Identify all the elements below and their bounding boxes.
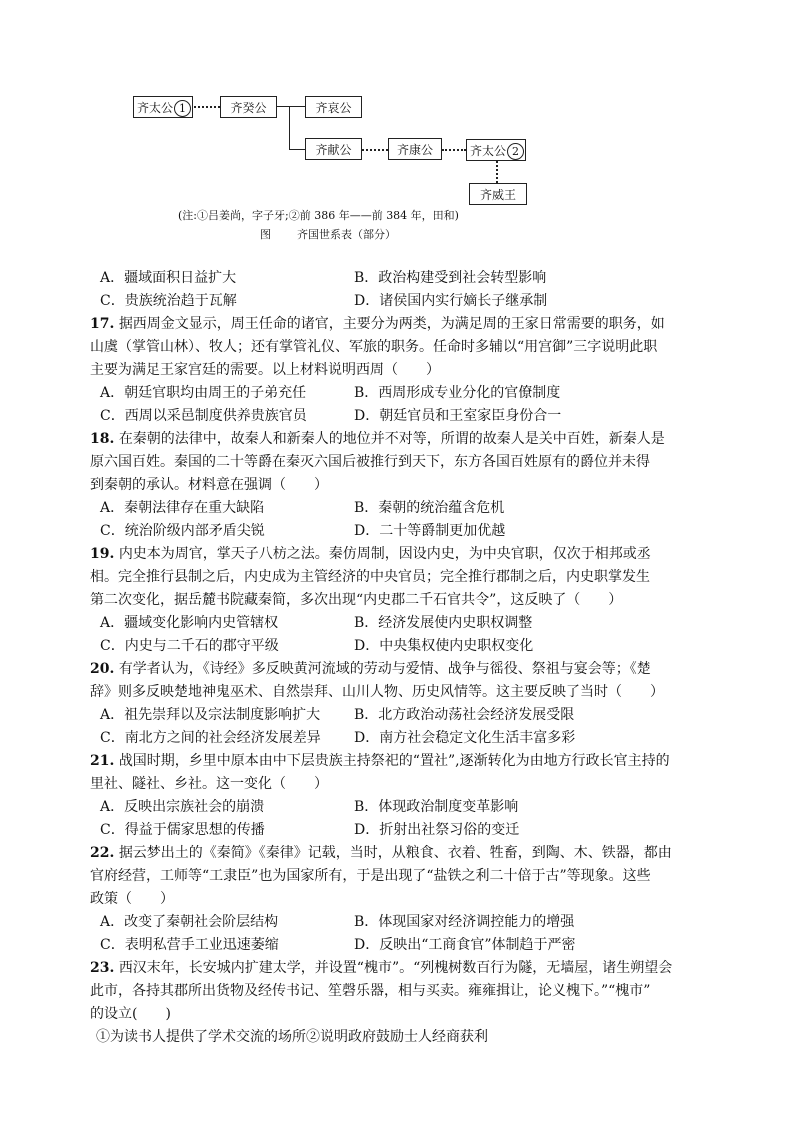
- node-qi-taigong-2: 齐太公 2: [466, 139, 526, 161]
- q16-option-c[interactable]: C．贵族统治趋于瓦解: [100, 293, 237, 309]
- q17-option-b[interactable]: B．西周形成专业分化的官僚制度: [354, 385, 561, 401]
- q20-number: 20.: [90, 661, 115, 677]
- q17-option-a[interactable]: A．朝廷官职均由周王的子弟充任: [100, 385, 307, 401]
- q18-stem: 18. 在秦朝的法律中，故秦人和新秦人的地位并不对等，所谓的故秦人是关中百姓，新秦人是: [90, 431, 665, 447]
- q23-stem-line3: 的设立( ): [90, 1006, 171, 1022]
- q18-option-a[interactable]: A．秦朝法律存在重大缺陷: [100, 500, 265, 516]
- q23-number: 23.: [90, 960, 115, 976]
- q17-option-d[interactable]: D．朝廷官员和王室家臣身份合一: [354, 408, 562, 424]
- q20-option-a[interactable]: A．祖先崇拜以及宗法制度影响扩大: [100, 707, 321, 723]
- q19-option-d[interactable]: D．中央集权使内史职权变化: [354, 638, 534, 654]
- q22-option-d[interactable]: D．反映出“工商食官”体制趋于严密: [354, 937, 576, 953]
- node-qi-taigong-1: 齐太公 1: [133, 96, 193, 118]
- q21-stem: 21. 战国时期，乡里中原本由中下层贵族主持祭祀的“置社”,逐渐转化为由地方行政长官主持的: [90, 753, 670, 769]
- q21-option-d[interactable]: D．折射出社祭习俗的变迁: [354, 822, 520, 838]
- dotted-connector: [362, 149, 388, 151]
- q19-stem-line2: 相。完全推行县制之后，内史成为主管经济的中央官员；完全推行郡制之后，内史职掌发生: [90, 569, 650, 585]
- dotted-connector: [442, 149, 466, 151]
- q21-option-a[interactable]: A．反映出宗族社会的崩溃: [100, 799, 265, 815]
- connector: [277, 106, 289, 107]
- q19-option-a[interactable]: A．疆域变化影响内史管辖权: [100, 615, 279, 631]
- q19-number: 19.: [90, 546, 115, 562]
- q16-option-a[interactable]: A．疆域面积日益扩大: [100, 270, 237, 286]
- node-qi-guigong: 齐癸公: [220, 96, 277, 118]
- q19-option-b[interactable]: B．经济发展使内史职权调整: [354, 615, 533, 631]
- node-qi-aigong: 齐哀公: [305, 96, 362, 118]
- q23-stem: 23. 西汉末年，长安城内扩建太学，并设置“槐市”。“列槐树数百行为隧，无墙屋，诸生朔望会: [90, 960, 673, 976]
- q19-stem: 19. 内史本为周官，掌天子八枋之法。秦仿周制，因设内史，为中央官职，仅次于相邦或丞: [90, 546, 651, 562]
- connector: [289, 149, 305, 150]
- q20-option-b[interactable]: B．北方政治动荡社会经济发展受限: [354, 707, 575, 723]
- connector: [289, 106, 290, 149]
- q17-stem-line2: 山虞（掌管山林）、牧人；还有掌管礼仪、军旅的职务。任命时多辅以“用宫御”三字说明此职: [90, 339, 658, 355]
- q20-stem-line2: 辞》则多反映楚地神鬼巫术、自然崇拜、山川人物、历史风情等。这主要反映了当时（ ）: [90, 684, 664, 700]
- diagram-caption: [260, 226, 396, 242]
- q17-option-c[interactable]: C．西周以采邑制度供养贵族官员: [100, 408, 307, 424]
- circled-mark-1: 1: [174, 100, 191, 117]
- q23-statements: ①为读书人提供了学术交流的场所②说明政府鼓励士人经商获利: [96, 1029, 488, 1045]
- node-qi-xiangong: 齐献公: [305, 138, 362, 160]
- node-qi-weiwang: 齐威王: [469, 183, 527, 205]
- q21-option-b[interactable]: B．体现政治制度变革影响: [354, 799, 519, 815]
- q17-stem: 17. 据西周金文显示，周王任命的诸官，主要分为两类，为满足周的王家日常需要的职务，如: [90, 316, 665, 332]
- q19-option-c[interactable]: C．内史与二千石的郡守平级: [100, 638, 279, 654]
- q16-option-b[interactable]: B．政治构建受到社会转型影响: [354, 270, 547, 286]
- q20-stem: 20. 有学者认为，《诗经》多反映黄河流域的劳动与爱情、战争与徭役、祭祖与宴会等；《楚: [90, 661, 651, 677]
- q18-option-d[interactable]: D．二十等爵制更加优越: [354, 523, 506, 539]
- q22-option-b[interactable]: B．体现国家对经济调控能力的增强: [354, 914, 575, 930]
- q18-option-c[interactable]: C．统治阶级内部矛盾尖锐: [100, 523, 265, 539]
- q22-stem: 22. 据云梦出土的《秦简》《秦律》记载，当时，从粮食、衣着、牲畜，到陶、木、铁器，都由: [90, 845, 672, 861]
- q21-stem-line2: 里社、隧社、乡社。这一变化（ ）: [90, 776, 328, 792]
- q22-number: 22.: [90, 845, 115, 861]
- q17-number: 17.: [90, 316, 115, 332]
- q17-stem-line3: 主要为满足王家宫廷的需要。以上材料说明西周（ ）: [90, 362, 440, 378]
- q16-option-d[interactable]: D．诸侯国内实行嫡长子继承制: [354, 293, 548, 309]
- q19-stem-line3: 第二次变化，据岳麓书院藏秦简，多次出现“内史郡二千石官共令”，这反映了（ ）: [90, 592, 623, 608]
- q23-stem-line2: 此市，各持其郡所出货物及经传书记、笙磬乐器，相与买卖。雍雍揖让，论义槐下。”“槐市”: [90, 983, 651, 999]
- figure-label: 图: [260, 228, 271, 241]
- dotted-connector: [496, 161, 498, 183]
- dotted-connector: [194, 106, 220, 108]
- q21-number: 21.: [90, 753, 115, 769]
- q20-option-c[interactable]: C．南北方之间的社会经济发展差异: [100, 730, 321, 746]
- node-qi-kanggong: 齐康公: [388, 138, 442, 160]
- figure-title: 齐国世系表（部分）: [297, 228, 396, 241]
- circled-mark-2: 2: [507, 143, 524, 160]
- q18-option-b[interactable]: B．秦朝的统治蕴含危机: [354, 500, 505, 516]
- q22-stem-line2: 官府经营，工师等“工隶臣”也为国家所有，于是出现了“盐铁之利二十倍于古”等现象。这些: [90, 868, 651, 884]
- q18-stem-line2: 原六国百姓。秦国的二十等爵在秦灭六国后被推行到天下，东方各国百姓原有的爵位并未得: [90, 454, 650, 470]
- q18-stem-line3: 到秦朝的承认。材料意在强调（ ）: [90, 477, 328, 493]
- q20-option-d[interactable]: D．南方社会稳定文化生活丰富多彩: [354, 730, 576, 746]
- q22-stem-line3: 政策（ ）: [90, 891, 174, 907]
- q21-option-c[interactable]: C．得益于儒家思想的传播: [100, 822, 265, 838]
- q18-number: 18.: [90, 431, 115, 447]
- connector: [289, 106, 305, 107]
- q22-option-c[interactable]: C．表明私营手工业迅速萎缩: [100, 937, 279, 953]
- diagram-note: (注:①吕姜尚，字子牙;②前 386 年——前 384 年，田和): [178, 209, 459, 222]
- q22-option-a[interactable]: A．改变了秦朝社会阶层结构: [100, 914, 279, 930]
